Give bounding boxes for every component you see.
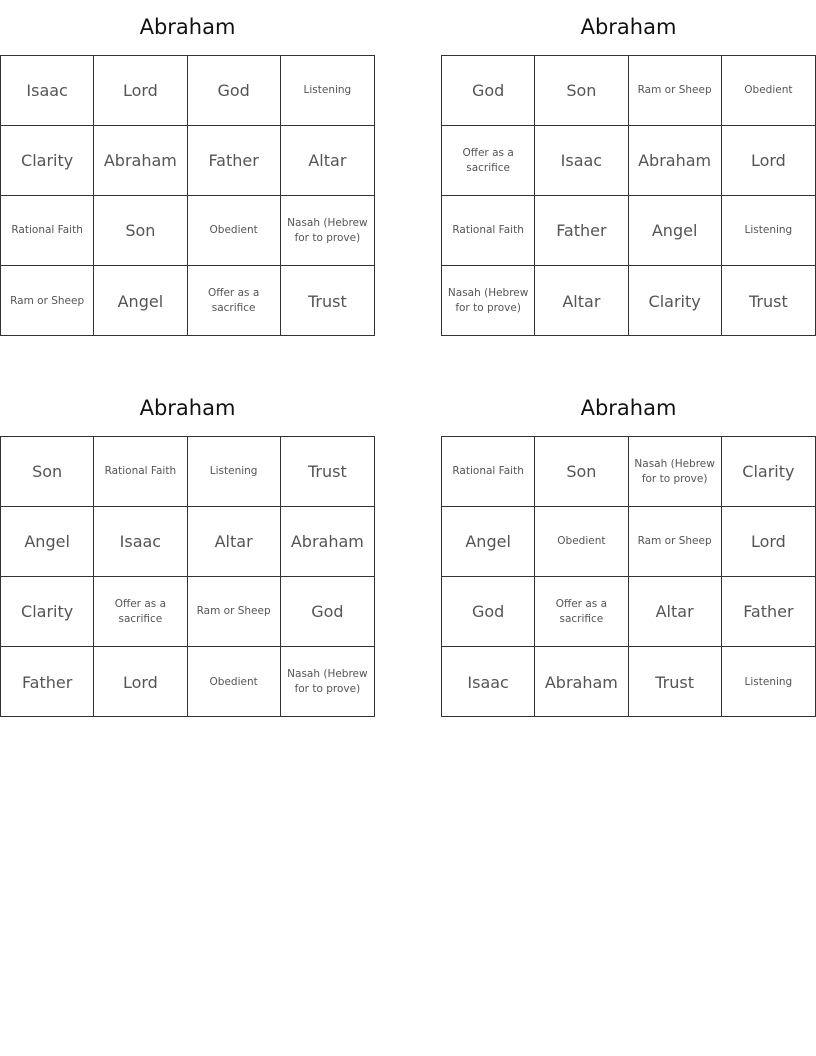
bingo-cell: Abraham bbox=[94, 126, 187, 196]
bingo-cell: Father bbox=[1, 647, 94, 717]
card-title: Abraham bbox=[580, 15, 677, 39]
bingo-cell: Listening bbox=[188, 437, 281, 507]
bingo-cell: Ram or Sheep bbox=[1, 266, 94, 336]
bingo-cell: Son bbox=[1, 437, 94, 507]
bingo-cell: Isaac bbox=[1, 56, 94, 126]
bingo-cell: Trust bbox=[308, 291, 347, 311]
bingo-cell: Isaac bbox=[442, 647, 535, 717]
bingo-cell: Abraham bbox=[629, 126, 722, 196]
bingo-cell: Father bbox=[722, 577, 815, 647]
bingo-cell: Nasah (Hebrew for to prove) bbox=[629, 437, 722, 507]
bingo-cell: Trust bbox=[749, 291, 788, 311]
bingo-cell: Lord bbox=[722, 126, 815, 196]
bingo-cell: Altar bbox=[281, 126, 374, 196]
card-title: Abraham bbox=[139, 396, 236, 420]
bingo-cell: Nasah (Hebrew for to prove) bbox=[442, 266, 535, 336]
bingo-cell: Angel bbox=[1, 507, 94, 577]
bingo-cell: Offer as a sacrifice bbox=[188, 266, 281, 336]
bingo-cell: Lord bbox=[722, 507, 815, 577]
bingo-card-2 bbox=[441, 0, 816, 336]
bingo-cell: Son bbox=[535, 56, 628, 126]
bingo-cell: Obedient bbox=[188, 647, 281, 717]
bingo-cell: Trust bbox=[281, 437, 374, 507]
bingo-cell: Listening bbox=[744, 675, 793, 688]
bingo-cell: Obedient bbox=[722, 56, 815, 126]
bingo-cell: Isaac bbox=[535, 126, 628, 196]
bingo-cell: Clarity bbox=[1, 126, 94, 196]
bingo-card-3 bbox=[0, 381, 375, 717]
bingo-cell: Clarity bbox=[722, 437, 815, 507]
bingo-cell: God bbox=[281, 577, 374, 647]
bingo-cell: Abraham bbox=[281, 507, 374, 577]
bingo-cell: Clarity bbox=[1, 577, 94, 647]
bingo-grid bbox=[0, 436, 375, 717]
bingo-cell: Angel bbox=[442, 507, 535, 577]
card-title: Abraham bbox=[580, 396, 677, 420]
bingo-cell: Clarity bbox=[629, 266, 722, 336]
bingo-grid bbox=[0, 55, 375, 336]
bingo-cell: God bbox=[442, 56, 535, 126]
bingo-cell: Ram or Sheep bbox=[629, 507, 722, 577]
bingo-cell: Lord bbox=[94, 56, 187, 126]
bingo-card-4 bbox=[441, 381, 816, 717]
bingo-cell: Son bbox=[94, 196, 187, 266]
bingo-cell: Altar bbox=[535, 266, 628, 336]
bingo-cell: Obedient bbox=[535, 507, 628, 577]
bingo-cell: Listening bbox=[722, 196, 815, 266]
bingo-cell: Ram or Sheep bbox=[629, 56, 722, 126]
bingo-cell: Son bbox=[535, 437, 628, 507]
bingo-cell: Isaac bbox=[94, 507, 187, 577]
bingo-cell: Altar bbox=[629, 577, 722, 647]
bingo-cell: Abraham bbox=[535, 647, 628, 717]
bingo-grid bbox=[441, 436, 816, 717]
bingo-cell: Offer as a sacrifice bbox=[94, 577, 187, 647]
bingo-cell: Nasah (Hebrew for to prove) bbox=[281, 196, 374, 266]
bingo-card-1 bbox=[0, 0, 375, 336]
bingo-cell: Trust bbox=[629, 647, 722, 717]
bingo-grid bbox=[441, 55, 816, 336]
bingo-cell: Rational Faith bbox=[442, 196, 535, 266]
bingo-cell: Rational Faith bbox=[94, 437, 187, 507]
bingo-cell: God bbox=[442, 577, 535, 647]
bingo-cell: Father bbox=[535, 196, 628, 266]
bingo-cell: Obedient bbox=[188, 196, 281, 266]
bingo-cell: Listening bbox=[281, 56, 374, 126]
bingo-cell: Lord bbox=[94, 647, 187, 717]
bingo-cell: Father bbox=[188, 126, 281, 196]
bingo-cell: Angel bbox=[629, 196, 722, 266]
bingo-cell: Rational Faith bbox=[442, 437, 535, 507]
bingo-cell: Ram or Sheep bbox=[188, 577, 281, 647]
bingo-cell: God bbox=[188, 56, 281, 126]
bingo-cell: Altar bbox=[188, 507, 281, 577]
bingo-cell: Nasah (Hebrew for to prove) bbox=[287, 668, 368, 695]
bingo-cell: Rational Faith bbox=[1, 196, 94, 266]
bingo-cell: Offer as a sacrifice bbox=[442, 126, 535, 196]
card-title: Abraham bbox=[139, 15, 236, 39]
bingo-cell: Offer as a sacrifice bbox=[535, 577, 628, 647]
bingo-cell: Angel bbox=[94, 266, 187, 336]
